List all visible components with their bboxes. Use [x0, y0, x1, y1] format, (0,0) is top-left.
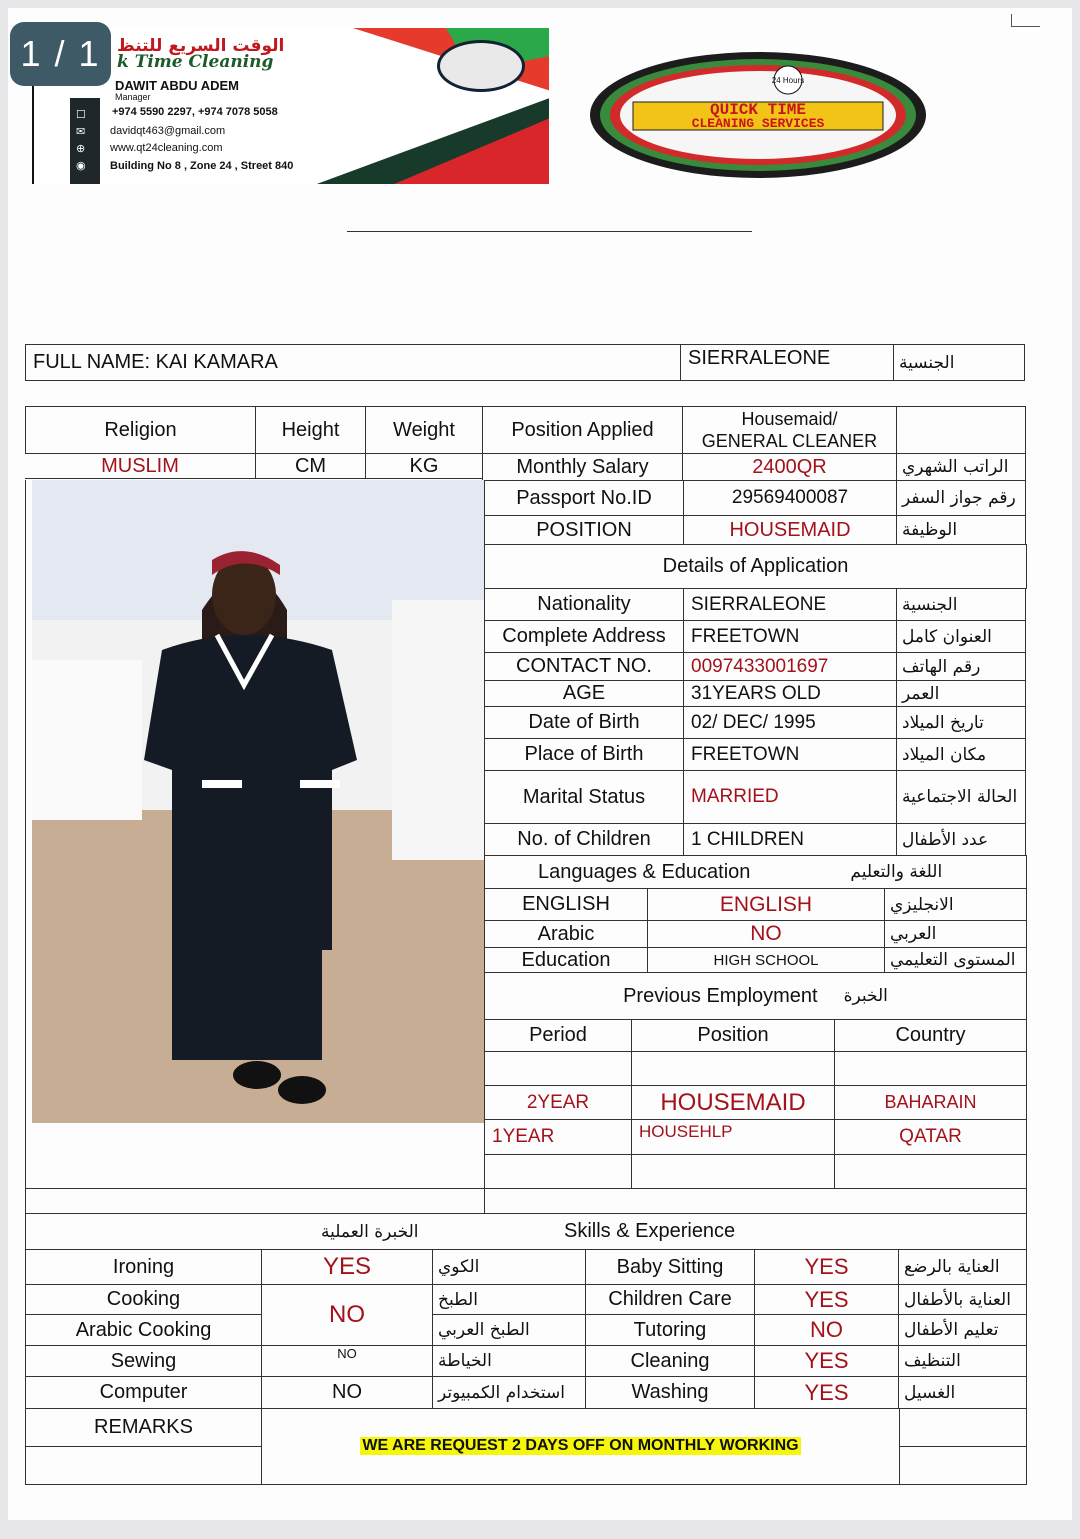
- languages-title-row: [484, 855, 1027, 889]
- languages-title-arabic: اللغة والتعليم: [850, 862, 943, 882]
- employment-title-row: [484, 972, 1027, 1020]
- card-phone: +974 5590 2297, +974 7078 5058: [112, 106, 278, 118]
- company-arabic-name: الوقت السريع للتنظ: [117, 36, 285, 56]
- employment-row1-period: 2YEAR: [484, 1085, 632, 1120]
- cooking-value: NO: [261, 1284, 433, 1346]
- skill-label: Ironing: [25, 1249, 262, 1285]
- languages-title: Languages & Education: [538, 860, 751, 883]
- language-value: NO: [647, 920, 885, 948]
- skill-label: Tutoring: [585, 1314, 755, 1346]
- height-value: CM: [255, 453, 366, 479]
- skill-label: Sewing: [25, 1345, 262, 1377]
- position-applied-label: Position Applied: [482, 406, 683, 454]
- position-arabic: الوظيفة: [896, 515, 1026, 545]
- company-name: k Time Cleaning: [117, 52, 274, 72]
- details-value: 02/ DEC/ 1995: [683, 706, 897, 739]
- location-icon: ◉: [76, 160, 86, 172]
- skill-value: YES: [261, 1249, 433, 1285]
- language-arabic: العربي: [884, 920, 1027, 948]
- position-value: HOUSEMAID: [683, 515, 897, 545]
- skill-value: YES: [754, 1249, 899, 1285]
- card-email: davidqt463@gmail.com: [110, 125, 226, 137]
- skill-arabic: الطبخ العربي: [432, 1314, 586, 1346]
- details-label: Date of Birth: [484, 706, 684, 739]
- skills-title-arabic: الخبرة العملية: [321, 1221, 419, 1242]
- employment-row2-country: QATAR: [834, 1119, 1027, 1155]
- details-arabic: رقم الهاتف: [896, 652, 1026, 681]
- card-logo-icon: [437, 40, 525, 92]
- skill-arabic: التنظيف: [898, 1345, 1027, 1377]
- remarks-note-cell: [261, 1408, 900, 1485]
- language-value: HIGH SCHOOL: [647, 947, 885, 973]
- details-value: MARRIED: [683, 770, 897, 824]
- employment-row2-period: 1YEAR: [484, 1119, 632, 1155]
- employment-title: Previous Employment: [623, 984, 818, 1007]
- skill-arabic: الخياطة: [432, 1345, 586, 1377]
- details-label: Place of Birth: [484, 738, 684, 771]
- details-arabic: عدد الأطفال: [896, 823, 1026, 856]
- skill-label: Cleaning: [585, 1345, 755, 1377]
- language-label: Arabic: [484, 920, 648, 948]
- details-label: Marital Status: [484, 770, 684, 824]
- details-label: No. of Children: [484, 823, 684, 856]
- language-value: ENGLISH: [647, 888, 885, 921]
- language-arabic: المستوى التعليمي: [884, 947, 1027, 973]
- passport-value: 29569400087: [683, 480, 897, 516]
- employment-header-position: Position: [631, 1019, 835, 1052]
- details-value: FREETOWN: [683, 738, 897, 771]
- page-counter: 1 / 1: [10, 22, 111, 86]
- email-icon: ✉: [76, 126, 86, 138]
- skill-arabic: الكوي: [432, 1249, 586, 1285]
- logo-line1: QUICK TIME: [709, 101, 807, 119]
- details-arabic: الجنسية: [896, 588, 1026, 621]
- skill-arabic: العناية بالأطفال: [898, 1284, 1027, 1315]
- divider: [347, 231, 752, 232]
- salary-value: 2400QR: [682, 453, 897, 481]
- skill-arabic: الغسيل: [898, 1376, 1027, 1409]
- country: SIERRALEONE: [680, 344, 894, 381]
- details-label: Complete Address: [484, 620, 684, 653]
- details-value: FREETOWN: [683, 620, 897, 653]
- employment-row2-position: HOUSEHLP: [631, 1119, 835, 1155]
- skill-arabic: الطبخ: [432, 1284, 586, 1315]
- language-label: Education: [484, 947, 648, 973]
- manager-name: DAWIT ABDU ADEM: [115, 78, 239, 93]
- country-arabic: الجنسية: [893, 344, 1025, 381]
- details-value: 31YEARS OLD: [683, 680, 897, 707]
- passport-label: Passport No.ID: [484, 480, 684, 516]
- skill-value: NO: [754, 1314, 899, 1346]
- skill-arabic: استخدام الكمبيوتر: [432, 1376, 586, 1409]
- details-label: CONTACT NO.: [484, 652, 684, 681]
- remarks-note: WE ARE REQUEST 2 DAYS OFF ON MONTHLY WORKING: [362, 1437, 799, 1454]
- employment-header-period: Period: [484, 1019, 632, 1052]
- logo-line2: CLEANING SERVICES: [691, 116, 825, 131]
- details-arabic: تاريخ الميلاد: [896, 706, 1026, 739]
- position-label: POSITION: [484, 515, 684, 545]
- employment-title-arabic: الخبرة: [843, 986, 888, 1006]
- religion-label: Religion: [25, 406, 256, 454]
- skill-label: Cooking: [25, 1284, 262, 1315]
- skill-value: NO: [261, 1376, 433, 1409]
- weight-label: Weight: [365, 406, 483, 454]
- company-logo-icon: [588, 50, 928, 180]
- candidate-photo: [32, 480, 484, 1123]
- position-applied-value: Housemaid/ GENERAL CLEANER: [682, 406, 897, 454]
- globe-icon: ⊕: [76, 143, 86, 155]
- skill-label: Children Care: [585, 1284, 755, 1315]
- details-value: 0097433001697: [683, 652, 897, 681]
- manager-title: Manager: [115, 92, 151, 102]
- skill-label: Arabic Cooking: [25, 1314, 262, 1346]
- card-address: Building No 8 , Zone 24 , Street 840: [110, 160, 294, 172]
- full-name: FULL NAME: KAI KAMARA: [25, 344, 681, 381]
- language-label: ENGLISH: [484, 888, 648, 921]
- logo-badge: 24 Hours: [771, 76, 805, 85]
- remarks-label: REMARKS: [25, 1408, 262, 1447]
- skill-value: YES: [754, 1284, 899, 1315]
- details-label: AGE: [484, 680, 684, 707]
- details-arabic: مكان الميلاد: [896, 738, 1026, 771]
- details-arabic: العنوان كامل: [896, 620, 1026, 653]
- skills-title-row: [25, 1213, 1027, 1250]
- skill-label: Baby Sitting: [585, 1249, 755, 1285]
- skill-arabic: العناية بالرضع: [898, 1249, 1027, 1285]
- details-value: SIERRALEONE: [683, 588, 897, 621]
- skill-label: Computer: [25, 1376, 262, 1409]
- details-arabic: العمر: [896, 680, 1026, 707]
- skill-label: Washing: [585, 1376, 755, 1409]
- skill-value: YES: [754, 1345, 899, 1377]
- employment-row1-position: HOUSEMAID: [631, 1085, 835, 1120]
- height-label: Height: [255, 406, 366, 454]
- skill-value: NO: [261, 1345, 433, 1377]
- passport-arabic: رقم جواز السفر: [896, 480, 1026, 516]
- language-arabic: الانجليزي: [884, 888, 1027, 921]
- details-arabic: الحالة الاجتماعية: [896, 770, 1026, 824]
- details-label: Nationality: [484, 588, 684, 621]
- skill-arabic: تعليم الأطفال: [898, 1314, 1027, 1346]
- religion-value: MUSLIM: [25, 453, 256, 479]
- salary-label: Monthly Salary: [482, 453, 683, 481]
- employment-row1-country: BAHARAIN: [834, 1085, 1027, 1120]
- card-website: www.qt24cleaning.com: [110, 142, 223, 154]
- details-title: Details of Application: [484, 544, 1027, 589]
- phone-icon: ☐: [76, 109, 86, 121]
- weight-value: KG: [365, 453, 483, 479]
- employment-header-country: Country: [834, 1019, 1027, 1052]
- salary-arabic: الراتب الشهري: [896, 453, 1026, 481]
- details-value: 1 CHILDREN: [683, 823, 897, 856]
- skill-value: YES: [754, 1376, 899, 1409]
- skills-title: Skills & Experience: [564, 1220, 736, 1242]
